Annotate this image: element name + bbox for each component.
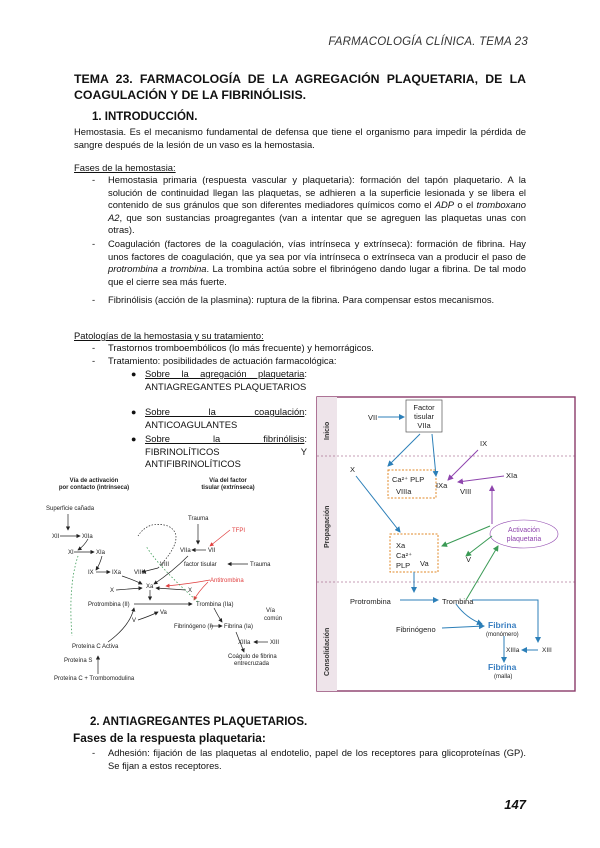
label-fibrina-2: Fibrina	[488, 662, 517, 672]
label-factor-tisular: factor tisular	[184, 562, 217, 568]
label-viii: VIII	[460, 487, 472, 496]
label-v: V	[466, 555, 472, 564]
label-contact-path-2: por contacto (intrínseca)	[58, 485, 130, 491]
label-proteina-s: Proteína S	[64, 658, 93, 664]
phase-item-coagulation: - Coagulación (factores de la coagulación, vías intrínseca y extrínseca): formación de fibrina. Hay unos factores de coagulación, que ya sea por vía intrínseca o extrínseca van a producir el paso de protrombina a trombina. La trombina actúa sobre el fibrinógeno dando lugar a fibrina. De tal modo que el cierre sea más fuerte.	[92, 238, 526, 287]
label-xi: XI	[68, 550, 74, 556]
label-antitrombina: Antitrombina	[210, 578, 244, 584]
label-fibrina-1: Fibrina	[488, 620, 517, 630]
label-malla: (malla)	[494, 674, 513, 680]
label-tissue-path-1: Vía del factor	[209, 478, 247, 484]
pathology-item-2: - Tratamiento: posibilidades de actuación farmacológica:	[92, 355, 337, 366]
phase-item-primary: - Hemostasia primaria (respuesta vascular y plaquetaria): formación del tapón plaquetario. A la solución de continuidad llegan las plaquetas, se adhieren a la superficie lesionada y se libera el contenido de sus gránulos que son diferentes mediadores químicos como el ADP o el tromboxano A2, que son sustancias proagregantes (van a intentar que se agreguen las plaquetas unas con otras).	[92, 174, 526, 236]
label-xii: XII	[52, 534, 60, 540]
label-monomero: (monómero)	[486, 632, 519, 638]
label-ixa: IXa	[436, 481, 448, 490]
label-ca: Ca²⁺	[396, 551, 413, 560]
label-vii: VII	[368, 413, 378, 422]
sub-item-fibrinolysis: ● Sobre la fibrinólisis: FIBRINOLÍTICOS Y ANTIFIBRINOLÍTICOS	[131, 433, 307, 470]
pathology-item-1: - Trastornos tromboembólicos (lo más frecuente) y hemorrágicos.	[92, 342, 374, 353]
sub-item-coagulation: ● Sobre la coagulación: ANTICOAGULANTES	[131, 406, 307, 430]
platelet-activation-ellipse	[490, 520, 558, 548]
phase-item-fibrinolysis: - Fibrinólisis (acción de la plasmina): ruptura de la fibrina. Para compensar estos mecanismos.	[92, 294, 495, 305]
label-plp: PLP	[396, 561, 411, 570]
label-ca-plp: Ca²⁺ PLP	[392, 475, 425, 484]
page-title: TEMA 23. FARMACOLOGÍA DE LA AGREGACIÓN PLAQUETARIA, DE LA COAGULACIÓN Y DE LA FIBRINÓLISIS.	[74, 72, 526, 102]
section-1-heading: 1. INTRODUCCIÓN.	[92, 111, 198, 123]
label-vii: VII	[208, 548, 216, 554]
section-2-heading: 2. ANTIAGREGANTES PLAQUETARIOS.	[90, 716, 308, 728]
page-number: 147	[504, 797, 526, 812]
phase-propagacion-label: Propagación	[324, 505, 331, 548]
label-v: V	[132, 618, 137, 624]
label-fibrinogeno: Fibrinógeno	[396, 625, 436, 634]
adhesion-item: - Adhesión: fijación de las plaquetas al endotelio, papel de los receptores para glicoproteínas (GP). Se fijan a estos receptores.	[92, 747, 526, 771]
label-viiia: VIIIa	[134, 570, 147, 576]
label-via-comun-2: común	[264, 616, 283, 622]
phases-heading: Fases de la hemostasia:	[74, 162, 176, 173]
label-trombina: Trombina (IIa)	[196, 602, 234, 608]
label-tissue-path-2: tisular (extrínseca)	[201, 485, 255, 491]
label-ix: IX	[88, 570, 94, 576]
running-header: FARMACOLOGÍA CLÍNICA. TEMA 23	[328, 36, 528, 48]
coagulation-cascade-diagram	[38, 476, 320, 692]
label-ft-3: VIIa	[417, 421, 431, 430]
label-ft-1: Factor	[413, 403, 435, 412]
label-contact-path-1: Vía de activación	[69, 478, 119, 484]
sub-item-aggregation: ● Sobre la agregación plaquetaria: ANTIAGREGANTES PLAQUETARIOS	[131, 368, 307, 392]
pathologies-heading: Patologías de la hemostasia y su tratamiento:	[74, 330, 264, 341]
purple-arrows	[448, 450, 504, 524]
label-trauma-1: Trauma	[188, 516, 209, 522]
label-proteina-c-activa: Proteína C Activa	[72, 644, 119, 650]
intro-paragraph: Hemostasia. Es el mecanismo fundamental de defensa que tiene el organismo para impedir la pérdida de sangre después de la lesión de un vaso es la hemostasia.	[74, 126, 526, 150]
label-tfpi: TFPI	[232, 528, 245, 534]
label-x-left: X	[110, 588, 115, 594]
label-xiia: XIIa	[82, 534, 93, 540]
label-xia: XIa	[96, 550, 106, 556]
label-protrombina: Protrombina (II)	[88, 602, 130, 608]
label-fibrina: Fibrina (Ia)	[224, 624, 254, 630]
label-activacion-1: Activación	[508, 527, 540, 534]
label-proteina-c-trombomodulina: Proteína C + Trombomodulina	[54, 676, 135, 682]
label-xiiia: XIIIa	[238, 640, 251, 646]
label-xiiia: XIIIa	[506, 647, 520, 654]
phase-consolidacion-label: Consolidación	[324, 627, 331, 676]
label-protrombina: Protrombina	[350, 597, 391, 606]
label-xia: XIa	[506, 471, 518, 480]
label-ft-2: tisular	[413, 412, 435, 421]
label-x: X	[350, 465, 356, 474]
label-via-comun-1: Vía	[266, 608, 276, 614]
label-coagulo-1: Coágulo de fibrina	[228, 654, 277, 660]
label-coagulo-2: entrecruzada	[234, 661, 270, 667]
label-va: Va	[420, 559, 429, 568]
phase-inicio-label: Inicio	[324, 421, 331, 440]
label-xiii: XIII	[270, 640, 280, 646]
label-viia: VIIa	[180, 548, 191, 554]
label-activacion-2: plaquetaria	[506, 536, 542, 543]
label-fibrinogeno: Fibrinógeno (I)	[174, 624, 214, 630]
label-ix: IX	[480, 439, 488, 448]
label-xa: Xa	[146, 584, 154, 590]
label-va: Va	[160, 610, 167, 616]
label-x-right: X	[188, 588, 193, 594]
label-xiii: XIII	[542, 647, 552, 654]
label-trombina: Trombina	[442, 597, 474, 606]
cell-based-model-diagram	[316, 396, 576, 692]
label-trauma-2: Trauma	[250, 562, 271, 568]
platelet-response-heading: Fases de la respuesta plaquetaria:	[73, 731, 266, 745]
label-viiia: VIIIa	[396, 487, 412, 496]
label-viii: VIII	[160, 562, 170, 568]
label-superficie: Superficie cañada	[46, 506, 95, 512]
label-xa: Xa	[396, 541, 406, 550]
label-ixa: IXa	[112, 570, 122, 576]
